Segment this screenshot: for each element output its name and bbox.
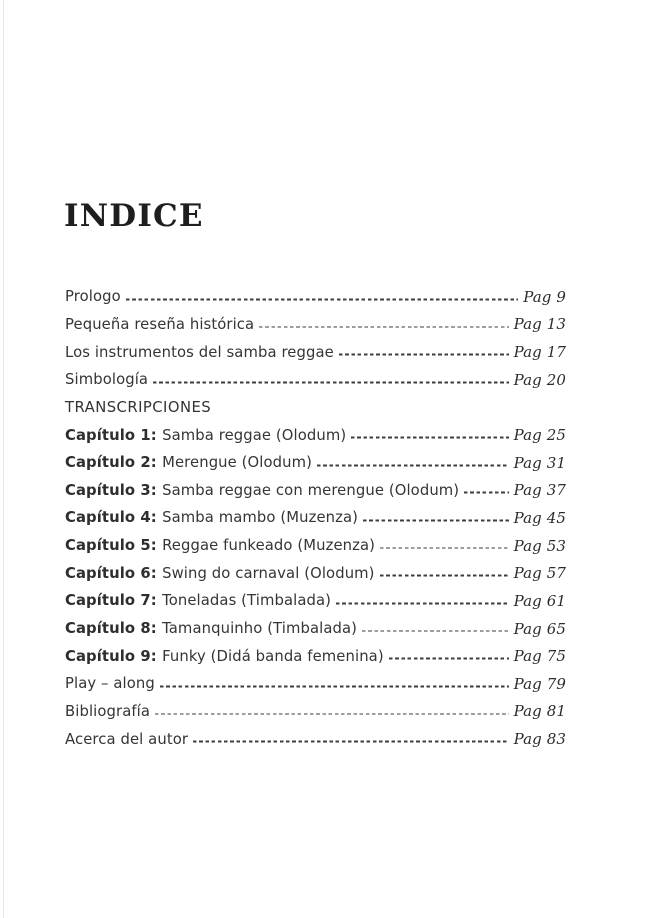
toc-section-header xyxy=(65,394,566,422)
dotted-leader xyxy=(339,354,509,356)
toc-entry-label xyxy=(65,454,312,471)
dotted-leader xyxy=(259,326,508,328)
page-number: Pag 81 xyxy=(513,702,566,721)
toc-entry xyxy=(65,587,566,615)
toc-entry-label xyxy=(65,427,346,444)
dotted-leader xyxy=(380,547,509,549)
chapter-title: Funky (Didá banda femenina) xyxy=(162,647,384,665)
dotted-leader xyxy=(336,602,509,604)
chapter-title: Toneladas (Timbalada) xyxy=(162,592,332,610)
dotted-leader xyxy=(464,492,508,494)
chapter-prefix: Capítulo 9: xyxy=(65,647,163,665)
chapter-prefix: Capítulo 1: xyxy=(65,426,163,444)
page-number: Pag 37 xyxy=(513,481,566,500)
dotted-leader xyxy=(153,381,508,383)
dotted-leader xyxy=(193,741,509,743)
dotted-leader xyxy=(363,520,509,522)
page-number: Pag 13 xyxy=(513,315,566,334)
toc-entry xyxy=(65,338,566,366)
toc-entry xyxy=(65,559,566,587)
toc-section-label: TRANSCRIPCIONES xyxy=(65,398,212,416)
chapter-title: Merengue (Olodum) xyxy=(162,454,313,472)
page-number: Pag 45 xyxy=(513,508,566,527)
page-number: Pag 61 xyxy=(513,591,566,610)
toc-entry xyxy=(65,725,566,753)
toc-entry xyxy=(65,504,566,532)
toc-entry-label: Pequeña reseña histórica xyxy=(65,315,255,333)
page-number: Pag 20 xyxy=(513,370,566,389)
dotted-leader xyxy=(389,658,509,660)
page-number: Pag 53 xyxy=(513,536,566,555)
page-number: Pag 25 xyxy=(513,426,566,445)
dotted-leader xyxy=(160,685,509,687)
page-number: Pag 17 xyxy=(513,343,566,362)
toc-entry-label: Play – along xyxy=(65,675,155,693)
toc-entry xyxy=(65,698,566,726)
chapter-prefix: Capítulo 2: xyxy=(65,454,163,472)
toc-entry xyxy=(65,449,566,477)
toc-entry-label xyxy=(65,620,357,637)
chapter-title: Samba reggae con merengue (Olodum) xyxy=(162,481,460,499)
toc-entry-label xyxy=(65,565,375,582)
dotted-leader xyxy=(362,630,509,632)
toc-entry-label: Prologo xyxy=(65,288,121,306)
page-number: Pag 31 xyxy=(513,453,566,472)
dotted-leader xyxy=(380,575,509,577)
toc-entry xyxy=(65,532,566,560)
toc-entry-label xyxy=(65,482,459,499)
chapter-prefix: Capítulo 5: xyxy=(65,537,163,555)
toc-entry-label xyxy=(65,592,331,609)
page-number: Pag 65 xyxy=(513,619,566,638)
chapter-prefix: Capítulo 8: xyxy=(65,620,163,637)
toc-entry-label: Los instrumentos del samba reggae xyxy=(65,343,334,361)
chapter-prefix: Capítulo 6: xyxy=(65,564,163,582)
toc-entry xyxy=(65,615,566,643)
page-number: Pag 75 xyxy=(513,647,566,666)
page-scan-edge xyxy=(3,0,4,918)
toc-entry-label: Bibliografía xyxy=(65,702,151,720)
toc-entry xyxy=(65,311,566,339)
chapter-title: Tamanquinho (Timbalada) xyxy=(162,620,358,637)
dotted-leader xyxy=(317,464,509,466)
page-number: Pag 79 xyxy=(513,674,566,693)
page-number: Pag 9 xyxy=(523,287,566,306)
chapter-title: Reggae funkeado (Muzenza) xyxy=(162,537,376,555)
chapter-title: Samba mambo (Muzenza) xyxy=(162,509,359,527)
table-of-contents xyxy=(65,283,566,753)
toc-entry xyxy=(65,283,566,311)
dotted-leader xyxy=(351,437,508,439)
page-number: Pag 83 xyxy=(513,730,566,749)
toc-entry xyxy=(65,476,566,504)
toc-entry xyxy=(65,670,566,698)
page-number: Pag 57 xyxy=(513,564,566,583)
toc-entry-label: Simbología xyxy=(65,371,149,389)
toc-entry xyxy=(65,642,566,670)
chapter-title: Samba reggae (Olodum) xyxy=(162,426,347,444)
toc-entry-label xyxy=(65,537,375,554)
toc-entry xyxy=(65,366,566,394)
chapter-prefix: Capítulo 7: xyxy=(65,592,163,610)
toc-entry xyxy=(65,421,566,449)
dotted-leader xyxy=(126,298,518,300)
chapter-title: Swing do carnaval (Olodum) xyxy=(162,564,375,582)
dotted-leader xyxy=(155,713,509,715)
chapter-prefix: Capítulo 4: xyxy=(65,509,163,527)
toc-entry-label: Acerca del autor xyxy=(65,730,189,748)
chapter-prefix: Capítulo 3: xyxy=(65,481,163,499)
toc-entry-label xyxy=(65,509,358,526)
page-title: INDICE xyxy=(64,198,204,234)
toc-entry-label xyxy=(65,648,384,665)
